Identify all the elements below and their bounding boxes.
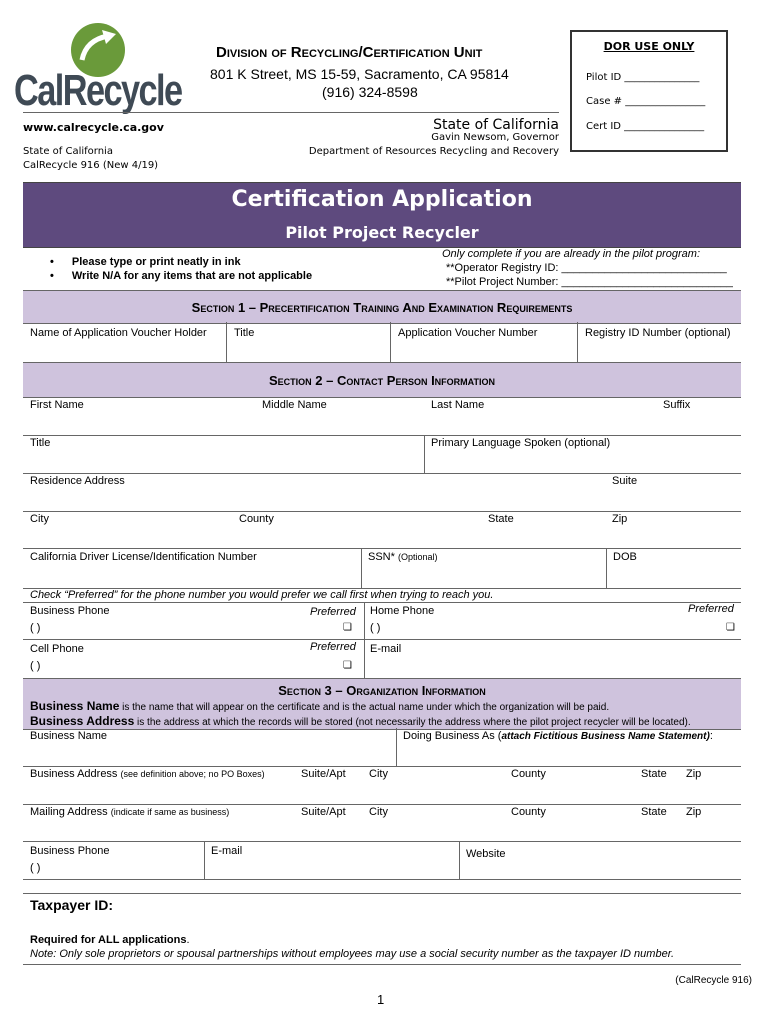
mailing-state-field[interactable]: State — [641, 806, 667, 818]
bullet-1: • Please type or print neatly in ink — [50, 256, 241, 268]
page-number: 1 — [377, 992, 385, 1007]
voucher-holder-field[interactable]: Name of Application Voucher Holder — [30, 327, 207, 339]
preferred-label: Preferred — [310, 606, 356, 618]
dor-title: DOR USE ONLY — [603, 40, 695, 53]
business-phone-paren: ( ) — [30, 622, 41, 634]
business-address-field[interactable]: Business Address (see definition above; no PO Boxes) — [30, 768, 265, 780]
language-field[interactable]: Primary Language Spoken (optional) — [431, 437, 611, 449]
cert-id-field[interactable]: Cert ID ________________ — [586, 121, 705, 132]
cell-phone-field[interactable]: Cell Phone — [30, 643, 84, 655]
operator-registry-field[interactable]: **Operator Registry ID: ___________________________ — [446, 262, 727, 274]
ssn-field[interactable]: SSN* (Optional) — [368, 551, 438, 563]
section-2-header: Section 2 – Contact Person Information — [23, 362, 741, 398]
org-business-phone-field[interactable]: Business Phone — [30, 845, 110, 857]
contact-title-field[interactable]: Title — [30, 437, 51, 449]
county-field[interactable]: County — [239, 513, 274, 525]
business-city-field[interactable]: City — [369, 768, 388, 780]
section-3-header: Section 3 – Organization Information Business Name is the name that will appear on the certificate and is the actual name under which the organization will be paid. Business Address is the address at which the records will be stored (not necessarily the address where the pilot project recycler will be located). — [23, 678, 741, 730]
cell-phone-preferred-checkbox[interactable]: ❏ — [343, 660, 352, 671]
bullet-icon: • — [50, 270, 54, 282]
state-field[interactable]: State — [488, 513, 514, 525]
banner-subtitle: Pilot Project Recycler — [285, 223, 479, 242]
pilot-note: Only complete if you are already in the pilot program: — [442, 248, 701, 260]
bullet-icon: • — [50, 256, 54, 268]
mailing-county-field[interactable]: County — [511, 806, 546, 818]
division-address: 801 K Street, MS 15-59, Sacramento, CA 95814 — [210, 66, 509, 82]
mailing-suite-field[interactable]: Suite/Apt — [301, 806, 346, 818]
city-field[interactable]: City — [30, 513, 49, 525]
section1-title-field[interactable]: Title — [234, 327, 255, 339]
title-banner — [23, 182, 741, 248]
home-phone-field[interactable]: Home Phone — [370, 605, 435, 617]
dob-field[interactable]: DOB — [613, 551, 637, 563]
business-suite-field[interactable]: Suite/Apt — [301, 768, 346, 780]
taxpayer-note: Note: Only sole proprietors or spousal partnerships without employees may use a social security number as the taxpayer ID number. — [30, 948, 675, 960]
preferred-label: Preferred — [688, 603, 734, 615]
mailing-zip-field[interactable]: Zip — [686, 806, 702, 818]
driver-license-field[interactable]: California Driver License/Identification Number — [30, 551, 257, 563]
business-state-field[interactable]: State — [641, 768, 667, 780]
home-phone-preferred-checkbox[interactable]: ❏ — [726, 622, 735, 633]
business-county-field[interactable]: County — [511, 768, 546, 780]
org-business-phone-paren: ( ) — [30, 862, 41, 874]
business-phone-field[interactable]: Business Phone — [30, 605, 110, 617]
footer-form-id: (CalRecycle 916) — [675, 975, 752, 986]
home-phone-paren: ( ) — [370, 622, 381, 634]
form-id: CalRecycle 916 (New 4/19) — [23, 160, 159, 171]
dor-use-box — [570, 30, 728, 152]
middle-name-field[interactable]: Middle Name — [262, 399, 327, 411]
state-right: State of California — [433, 117, 559, 133]
cell-phone-paren: ( ) — [30, 660, 41, 672]
pilot-id-field[interactable]: Pilot ID _______________ — [586, 72, 700, 83]
logo-text: CalRecycle — [14, 66, 182, 115]
business-address-definition: Business Address is the address at which the records will be stored (not necessarily the address where the pilot project recycler will be located). — [30, 714, 691, 728]
governor: Gavin Newsom, Governor — [431, 132, 559, 143]
registry-id-field[interactable]: Registry ID Number (optional) — [585, 327, 731, 339]
business-name-definition: Business Name is the name that will appear on the certificate and is the actual name under which the organization will be paid. — [30, 699, 610, 713]
first-name-field[interactable]: First Name — [30, 399, 84, 411]
preferred-label: Preferred — [310, 641, 356, 653]
org-email-field[interactable]: E-mail — [211, 845, 243, 857]
pilot-project-field[interactable]: **Pilot Project Number: ____________________________ — [446, 276, 733, 288]
dba-field[interactable]: Doing Business As (attach Fictitious Business Name Statement): — [403, 730, 713, 742]
contact-email-field[interactable]: E-mail — [370, 643, 402, 655]
mailing-city-field[interactable]: City — [369, 806, 388, 818]
suite-field[interactable]: Suite — [612, 475, 638, 487]
division-phone: (916) 324-8598 — [322, 84, 418, 100]
department: Department of Resources Recycling and Recovery — [308, 146, 559, 157]
phone-note: Check “Preferred” for the phone number you would prefer we call first when trying to reach you. — [30, 589, 494, 601]
residence-address-field[interactable]: Residence Address — [30, 475, 125, 487]
website: www.calrecycle.ca.gov — [23, 121, 164, 134]
case-number-field[interactable]: Case # ________________ — [586, 96, 706, 107]
voucher-number-field[interactable]: Application Voucher Number — [398, 327, 538, 339]
taxpayer-id-title: Taxpayer ID: — [30, 897, 113, 913]
business-zip-field[interactable]: Zip — [686, 768, 702, 780]
division-title: Division of Recycling/Certification Unit — [216, 44, 483, 61]
section-1-header: Section 1 – Precertification Training And Examination Requirements — [23, 290, 741, 324]
taxpayer-required: Required for ALL applications. — [30, 934, 190, 946]
mailing-address-field[interactable]: Mailing Address (indicate if same as business) — [30, 806, 230, 818]
business-phone-preferred-checkbox[interactable]: ❏ — [343, 622, 352, 633]
bullet-2: • Write N/A for any items that are not applicable — [50, 270, 313, 282]
suffix-field[interactable]: Suffix — [663, 399, 691, 411]
business-name-field[interactable]: Business Name — [30, 730, 108, 742]
calrecycle-logo — [14, 18, 184, 118]
website-field[interactable]: Website — [466, 848, 506, 860]
state-line: State of California — [23, 146, 113, 157]
last-name-field[interactable]: Last Name — [431, 399, 485, 411]
zip-field[interactable]: Zip — [612, 513, 628, 525]
banner-title: Certification Application — [231, 187, 533, 212]
